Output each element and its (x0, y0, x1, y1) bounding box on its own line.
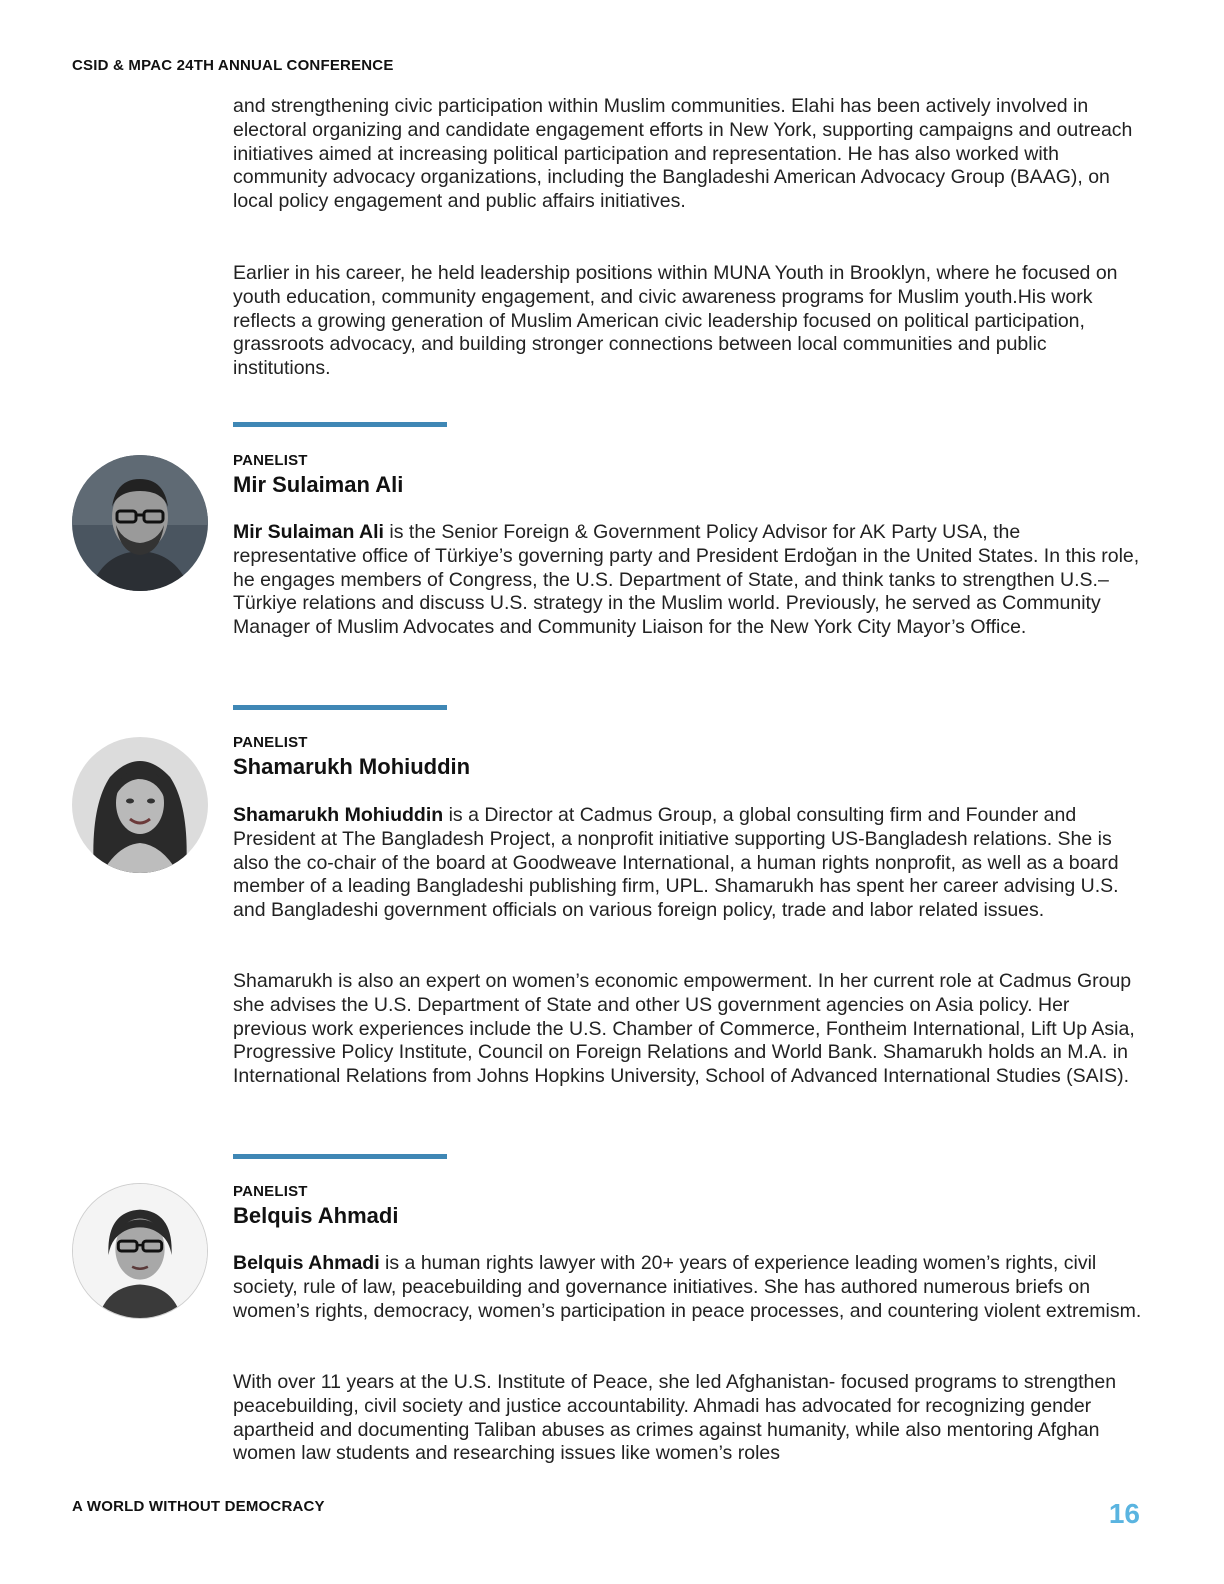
panelist-name: Belquis Ahmadi (233, 1203, 399, 1228)
panelist-photo (72, 455, 208, 591)
bio-text: is a human rights lawyer with 20+ years of experience leading women’s rights, civil society, rule of law, peacebuilding and governance initiatives. She has authored numerous briefs on women’s rights, democracy, women’s participation in peace processes, and countering violent extremism. (233, 1252, 1142, 1322)
panelist-role: PANELIST (233, 452, 308, 469)
panelist-bio-1 (233, 804, 1148, 923)
panelist-role: PANELIST (233, 734, 308, 751)
panelist-role: PANELIST (233, 1183, 308, 1200)
section-divider (233, 422, 447, 427)
bio-name: Mir Sulaiman Ali (233, 521, 384, 543)
panelist-bio-2: Shamarukh is also an expert on women’s economic empowerment. In her current role at Cadmus Group she advises the U.S. Department of State and other US government agencies on Asia policy. Her previous work experiences include the U.S. Chamber of Commerce, Fontheim International, Lift Up Asia, Progressive Policy Institute, Council on Foreign Relations and World Bank. Shamarukh holds an M.A. in International Relations from Johns Hopkins University, School of Advanced International Studies (SAIS). (233, 970, 1135, 1088)
footer-title: A WORLD WITHOUT DEMOCRACY (72, 1498, 325, 1515)
panelist-name: Mir Sulaiman Ali (233, 472, 404, 497)
intro-paragraph-1: and strengthening civic participation within Muslim communities. Elahi has been actively involved in electoral organizing and candidate engagement efforts in New York, supporting campaigns and outreach initiatives aimed at increasing political participation and representation. He has also worked with community advocacy organizations, including the Bangladeshi American Advocacy Group (BAAG), on local policy engagement and public affairs initiatives. (233, 95, 1133, 213)
conference-header: CSID & MPAC 24TH ANNUAL CONFERENCE (72, 57, 394, 74)
intro-paragraph-2: Earlier in his career, he held leadership positions within MUNA Youth in Brooklyn, where he focused on youth education, community engagement, and civic awareness programs for Muslim youth.His work reflects a growing generation of Muslim American civic leadership focused on political participation, grassroots advocacy, and building stronger connections between local communities and public institutions. (233, 262, 1118, 380)
section-divider (233, 1154, 447, 1159)
bio-name: Shamarukh Mohiuddin (233, 804, 444, 826)
panelist-name: Shamarukh Mohiuddin (233, 754, 471, 779)
bio-name: Belquis Ahmadi (233, 1252, 380, 1274)
page-number: 16 (1108, 1498, 1140, 1529)
panelist-photo (72, 1183, 208, 1319)
panelist-bio-2: With over 11 years at the U.S. Institute of Peace, she led Afghanistan- focused programs to strengthen peacebuilding, civil society and justice accountability. Ahmadi has advocated for recognizing gender apartheid and documenting Taliban abuses as crimes against humanity, while also mentoring Afghan women law students and researching issues like women’s roles (233, 1371, 1117, 1465)
panelist-bio-1 (233, 521, 1148, 640)
bio-text: is the Senior Foreign & Government Policy Advisor for AK Party USA, the representative office of Türkiye’s governing party and President Erdoğan in the United States. In this role, he engages members of Congress, the U.S. Department of State, and think tanks to strengthen U.S.–Türkiye relations and discuss U.S. strategy in the Muslim world. Previously, he served as Community Manager of Muslim Advocates and Community Liaison for the New York City Mayor’s Office. (233, 521, 1140, 639)
panelist-photo (72, 737, 208, 873)
section-divider (233, 705, 447, 710)
panelist-bio-1 (233, 1252, 1148, 1323)
bio-text: is a Director at Cadmus Group, a global consulting firm and Founder and President at The Bangladesh Project, a nonprofit initiative supporting US-Bangladesh relations. She is also the co-chair of the board at Goodweave International, a human rights nonprofit, as well as a board member of a leading Bangladeshi publishing firm, UPL. Shamarukh has spent her career advising U.S. and Bangladeshi government officials on various foreign policy, trade and labor related issues. (233, 804, 1119, 922)
